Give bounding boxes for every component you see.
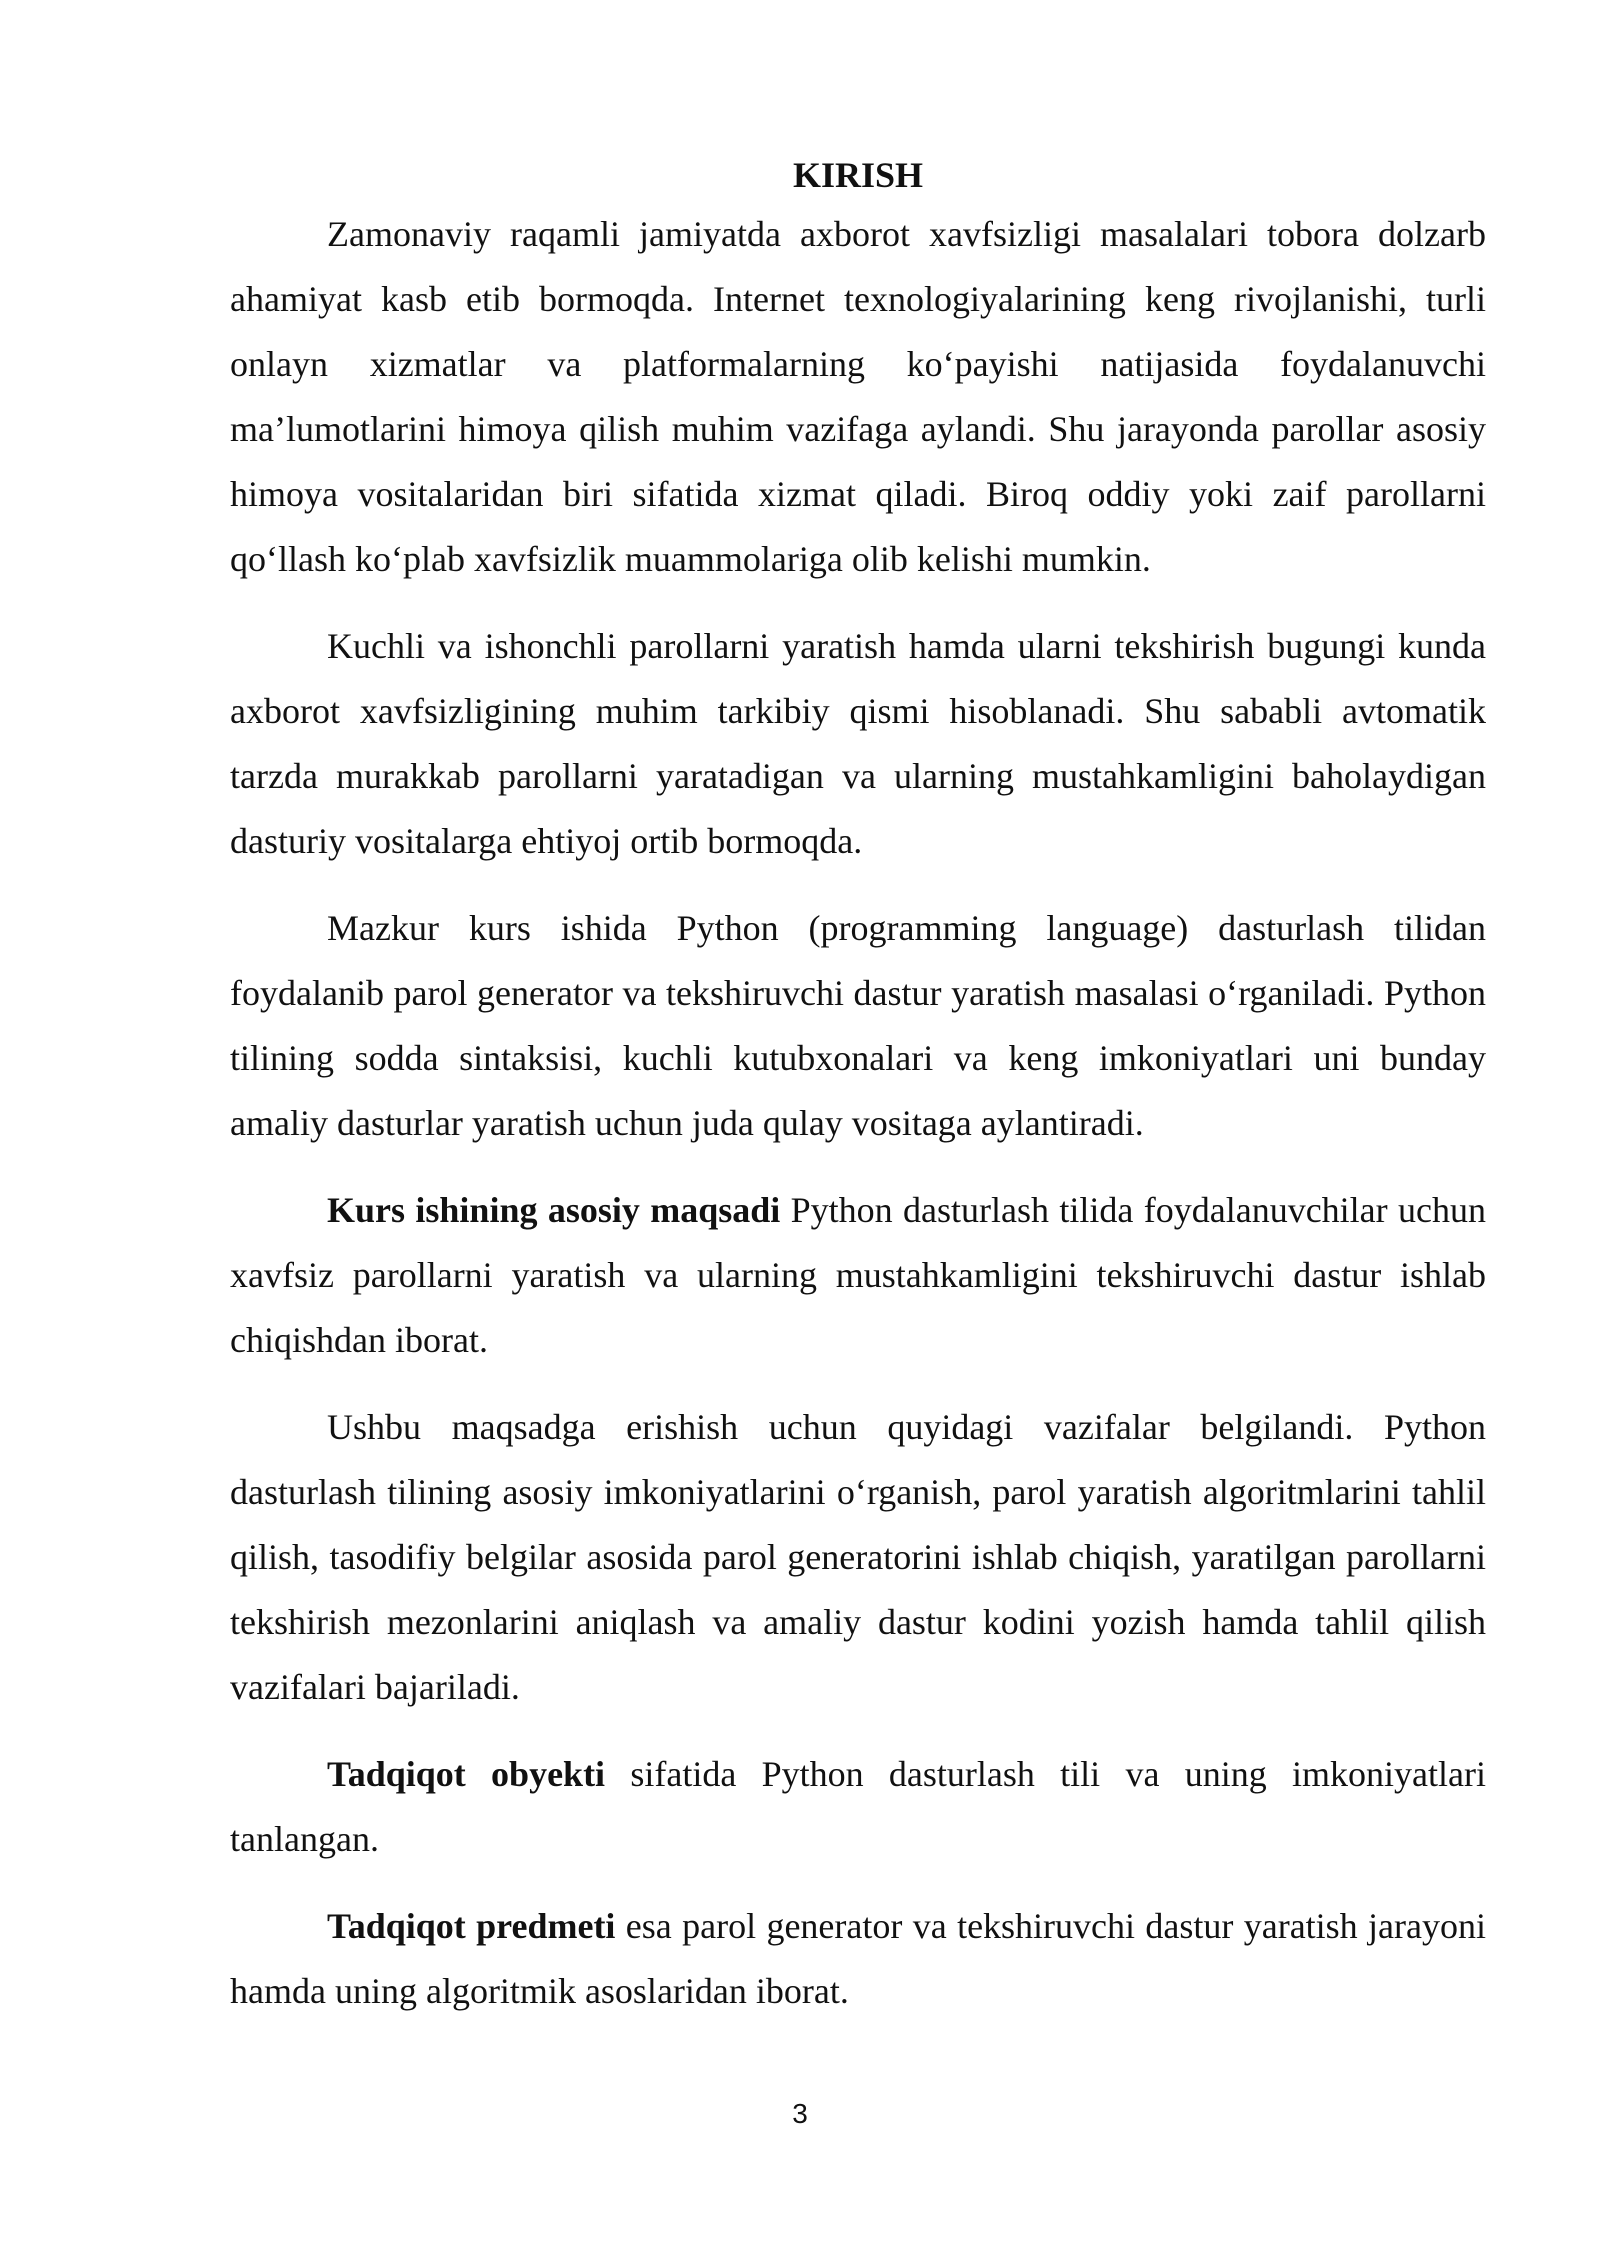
paragraph-bold-lead: Tadqiqot predmeti bbox=[327, 1906, 616, 1946]
page-number: 3 bbox=[792, 2098, 808, 2129]
paragraph-text: Python dasturlash tilida foydalanuvchilar uchun xavfsiz parollarni yaratish va ularning mustahkamligini tekshiruvchi dastur ishlab chiqishdan iborat. bbox=[230, 1190, 1486, 1360]
paragraph-strong-passwords bbox=[230, 614, 1486, 874]
paragraph-text: Ushbu maqsadga erishish uchun quyidagi vazifalar belgilandi. Python dasturlash tilining asosiy imkoniyatlarini o‘rganish, parol yaratish algoritmlarini tahlil qilish, tasodifiy belgilar asosida parol generatorini ishlab chiqish, yaratilgan parollarni tekshirish mezonlarini aniqlash va amaliy dastur kodini yozish hamda tahlil qilish vazifalari bajariladi. bbox=[230, 1407, 1486, 1707]
paragraph-bold-lead: Tadqiqot obyekti bbox=[327, 1754, 606, 1794]
paragraph-text: Mazkur kurs ishida Python (programming language) dasturlash tilidan foydalanib parol generator va tekshiruvchi dastur yaratish masalasi o‘rganiladi. Python tilining sodda sintaksisi, kuchli kutubxonalari va keng imkoniyatlari uni bunday amaliy dasturlar yaratish uchun juda qulay vositaga aylantiradi. bbox=[230, 908, 1486, 1143]
paragraph-text: Kuchli va ishonchli parollarni yaratish hamda ularni tekshirish bugungi kunda axborot xavfsizligining muhim tarkibiy qismi hisoblanadi. Shu sababli avtomatik tarzda murakkab parollarni yaratadigan va ularning mustahkamligini baholaydigan dasturiy vositalarga ehtiyoj ortib bormoqda. bbox=[230, 626, 1486, 861]
paragraph-text: esa parol generator va tekshiruvchi dastur yaratish jarayoni hamda uning algoritmik asoslaridan iborat. bbox=[230, 1906, 1486, 2011]
paragraph-text: Zamonaviy raqamli jamiyatda axborot xavfsizligi masalalari tobora dolzarb ahamiyat kasb etib bormoqda. Internet texnologiyalarining keng rivojlanishi, turli onlayn xizmatlar va platformalarning ko‘payishi natijasida foydalanuvchi ma’lumotlarini himoya qilish muhim vazifaga aylandi. Shu jarayonda parollar asosiy himoya vositalaridan biri sifatida xizmat qiladi. Biroq oddiy yoki zaif parollarni qo‘llash ko‘plab xavfsizlik muammolariga olib kelishi mumkin. bbox=[230, 214, 1486, 579]
paragraph-goal bbox=[230, 1178, 1486, 1373]
paragraph-research-object bbox=[230, 1742, 1486, 1872]
paragraph-python bbox=[230, 896, 1486, 1156]
paragraph-text: sifatida Python dasturlash tili va uning imkoniyatlari tanlangan. bbox=[230, 1754, 1486, 1859]
document-page bbox=[230, 148, 1486, 2046]
paragraph-research-subject bbox=[230, 1894, 1486, 2024]
paragraph-intro bbox=[230, 202, 1486, 592]
paragraph-bold-lead: Kurs ishining asosiy maqsadi bbox=[327, 1190, 781, 1230]
page-heading: KIRISH bbox=[792, 155, 924, 195]
paragraph-tasks bbox=[230, 1395, 1486, 1720]
